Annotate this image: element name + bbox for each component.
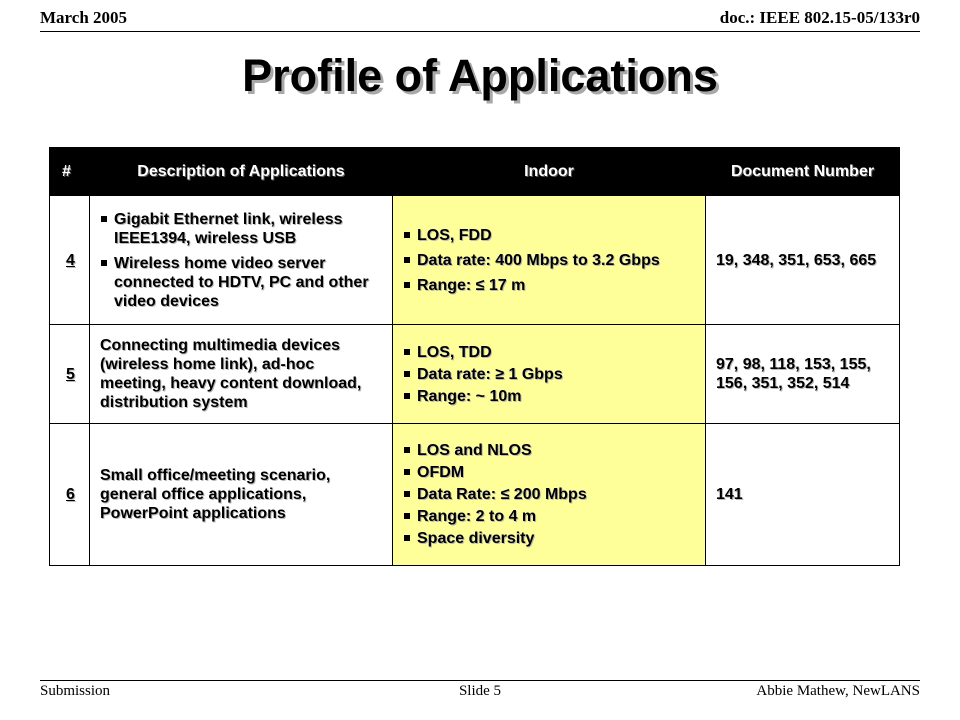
- description-list: [100, 210, 384, 311]
- col-header-description: Description of Applications: [90, 148, 393, 196]
- row-description: Connecting multimedia devices (wireless home link), ad-hoc meeting, heavy content download, distribution system: [90, 325, 393, 424]
- slide-title: Profile of Applications: [242, 50, 718, 101]
- row-document-numbers: 97, 98, 118, 153, 155, 156, 351, 352, 514: [706, 325, 900, 424]
- row-document-numbers: 19, 348, 351, 653, 665: [706, 196, 900, 325]
- row-indoor: [393, 325, 706, 424]
- indoor-item: Range: 2 to 4 m: [403, 507, 697, 526]
- row-description: [90, 196, 393, 325]
- row-indoor: [393, 196, 706, 325]
- indoor-item: Range: ≤ 17 m: [403, 276, 697, 295]
- indoor-item: Data rate: 400 Mbps to 3.2 Gbps: [403, 251, 697, 270]
- indoor-item: Data Rate: ≤ 200 Mbps: [403, 485, 697, 504]
- indoor-item: OFDM: [403, 463, 697, 482]
- row-description: Small office/meeting scenario, general office applications, PowerPoint applications: [90, 424, 393, 566]
- row-number: 5: [50, 325, 90, 424]
- description-item: Wireless home video server connected to HDTV, PC and other video devices: [100, 254, 384, 311]
- col-header-document-number: Document Number: [706, 148, 900, 196]
- col-header-number: #: [50, 148, 90, 196]
- indoor-item: Range: ~ 10m: [403, 387, 697, 406]
- footer-slide-number: Slide 5: [458, 683, 502, 699]
- footer-submission: Submission: [40, 683, 111, 699]
- header-rule: [40, 31, 920, 32]
- table-row: [50, 325, 900, 424]
- table-header-row: [50, 148, 900, 196]
- description-item: Gigabit Ethernet link, wireless IEEE1394, wireless USB: [100, 210, 384, 248]
- header-doc-id: doc.: IEEE 802.15-05/133r0: [719, 8, 920, 27]
- col-header-indoor: Indoor: [393, 148, 706, 196]
- row-document-numbers: 141: [706, 424, 900, 566]
- header-date: March 2005: [40, 8, 128, 27]
- indoor-item: LOS, TDD: [403, 343, 697, 362]
- footer-author: Abbie Mathew, NewLANS: [756, 683, 920, 699]
- indoor-item: LOS, FDD: [403, 226, 697, 245]
- indoor-item: LOS and NLOS: [403, 441, 697, 460]
- row-number: 4: [50, 196, 90, 325]
- table-row: [50, 196, 900, 325]
- row-indoor: [393, 424, 706, 566]
- table-row: [50, 424, 900, 566]
- indoor-list: [403, 226, 697, 295]
- indoor-item: Space diversity: [403, 529, 697, 548]
- indoor-list: [403, 441, 697, 548]
- applications-table: [49, 147, 900, 566]
- indoor-item: Data rate: ≥ 1 Gbps: [403, 365, 697, 384]
- indoor-list: [403, 343, 697, 406]
- row-number: 6: [50, 424, 90, 566]
- footer-rule: [40, 680, 920, 681]
